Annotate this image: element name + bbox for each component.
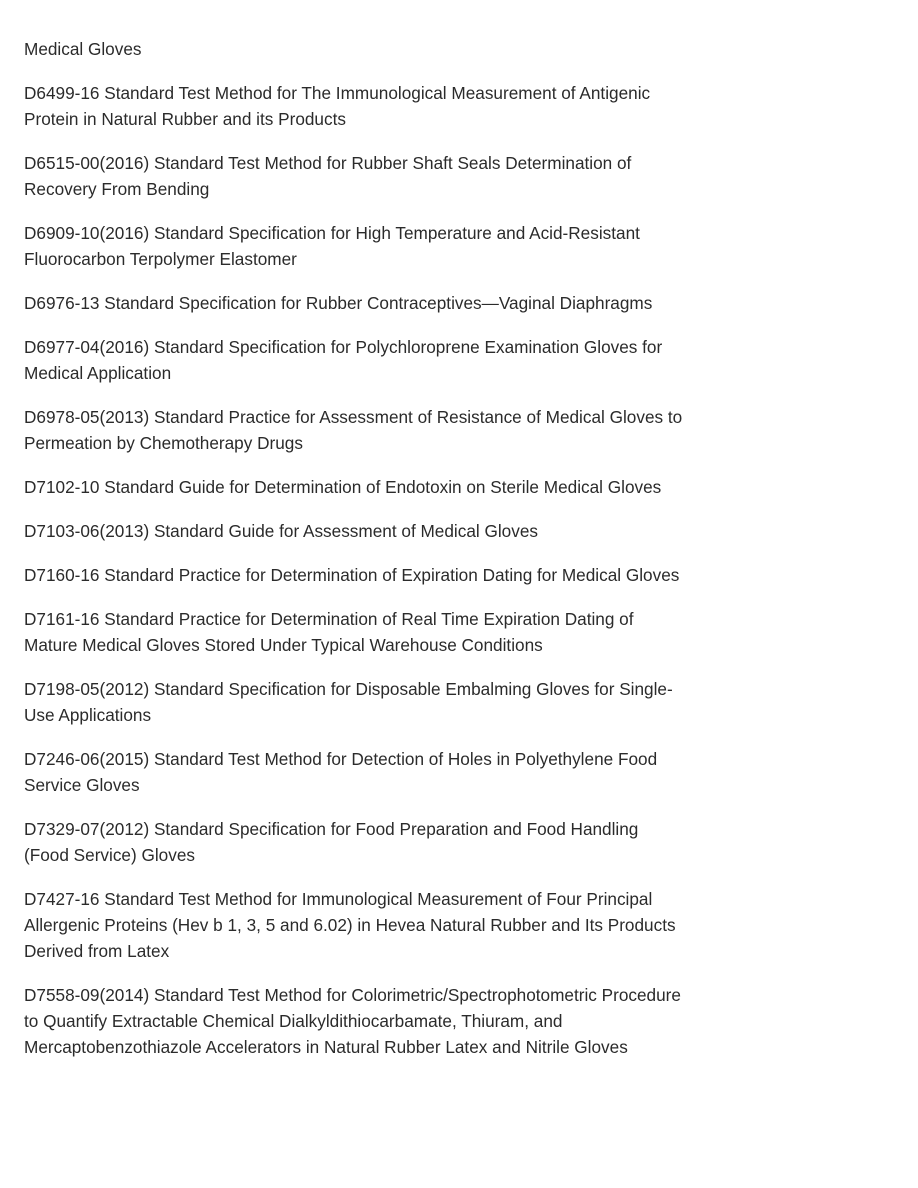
standard-entry-d7558: D7558-09(2014) Standard Test Method for Colorimetric/Spectrophotometric Procedure to Quantify Extractable Chemical Dialkyldithiocarbamate, Thiuram, and Mercaptobenzothiazole Accelerators in Natural Rubber Latex and Nitrile Gloves <box>24 985 681 1057</box>
standard-entry-d7427: D7427-16 Standard Test Method for Immunological Measurement of Four Principal Allergenic Proteins (Hev b 1, 3, 5 and 6.02) in Hevea Natural Rubber and Its Products Derived from Latex <box>24 889 676 961</box>
standard-entry-d7198: D7198-05(2012) Standard Specification for Disposable Embalming Gloves for Single-Use Applications <box>24 679 673 725</box>
standard-entry-d6499: D6499-16 Standard Test Method for The Immunological Measurement of Antigenic Protein in Natural Rubber and its Products <box>24 83 651 129</box>
standard-entry-d7102: D7102-10 Standard Guide for Determination of Endotoxin on Sterile Medical Gloves <box>24 477 662 497</box>
standard-entry-d7329: D7329-07(2012) Standard Specification for Food Preparation and Food Handling (Food Service) Gloves <box>24 819 639 865</box>
standard-entry-d6978: D6978-05(2013) Standard Practice for Assessment of Resistance of Medical Gloves to Permeation by Chemotherapy Drugs <box>24 407 683 453</box>
standard-entry-d6977: D6977-04(2016) Standard Specification for Polychloroprene Examination Gloves for Medical Application <box>24 337 663 383</box>
document-page <box>24 36 684 1078</box>
section-heading: Medical Gloves <box>24 39 142 59</box>
standard-entry-d6515: D6515-00(2016) Standard Test Method for Rubber Shaft Seals Determination of Recovery From Bending <box>24 153 632 199</box>
standard-entry-d7161: D7161-16 Standard Practice for Determination of Real Time Expiration Dating of Mature Medical Gloves Stored Under Typical Warehouse Conditions <box>24 609 634 655</box>
standard-entry-d6976: D6976-13 Standard Specification for Rubber Contraceptives—Vaginal Diaphragms <box>24 293 653 313</box>
standard-entry-d7103: D7103-06(2013) Standard Guide for Assessment of Medical Gloves <box>24 521 538 541</box>
standard-entry-d6909: D6909-10(2016) Standard Specification for High Temperature and Acid-Resistant Fluorocarbon Terpolymer Elastomer <box>24 223 640 269</box>
standard-entry-d7160: D7160-16 Standard Practice for Determination of Expiration Dating for Medical Gloves <box>24 565 680 585</box>
standard-entry-d7246: D7246-06(2015) Standard Test Method for Detection of Holes in Polyethylene Food Service Gloves <box>24 749 658 795</box>
